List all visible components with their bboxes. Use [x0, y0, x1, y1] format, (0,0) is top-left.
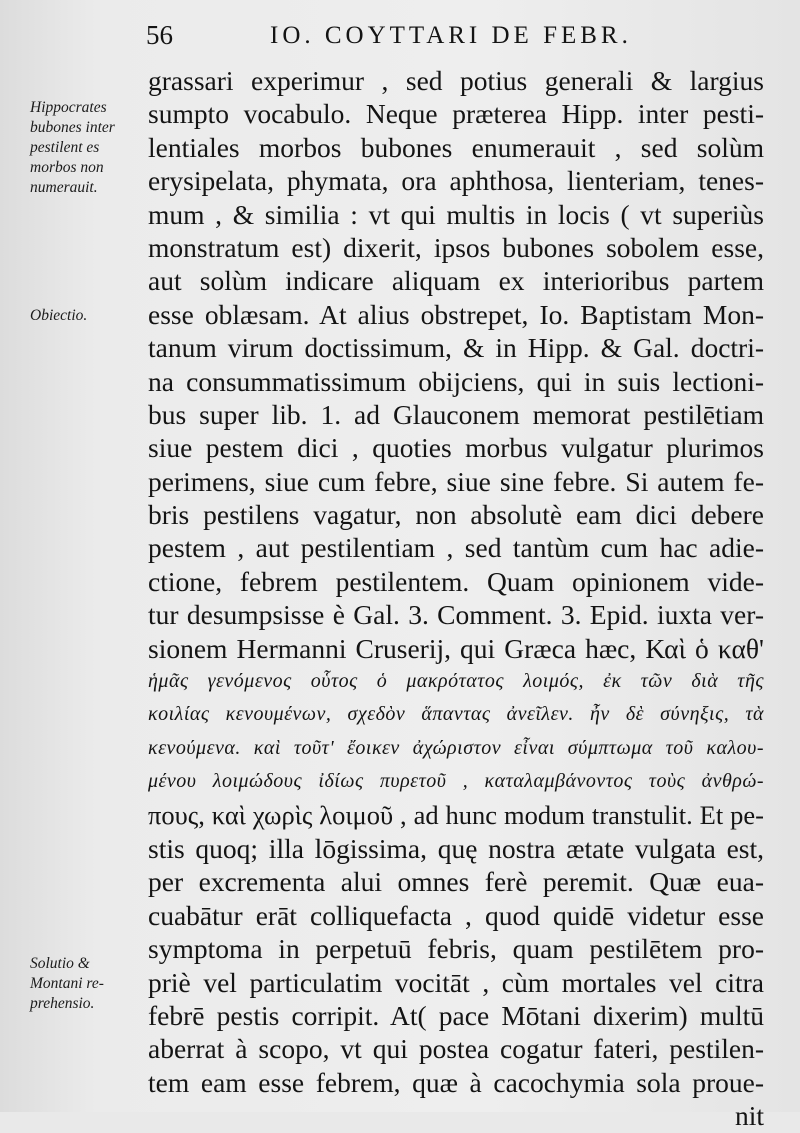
- text-line: mum , & similia : vt qui multis in locis ( vt superiùs: [148, 198, 764, 230]
- text-line: esse oblæsam. At alius obstrepet, Io. Baptistam Mon-: [148, 298, 764, 330]
- margin-note-line: bubones inter: [30, 119, 115, 136]
- greek-text-line: κοιλίας κενουμένων, σχεδὸν ἅπαντας ἀνεῖλεν. ἦν δὲ σύνηξις, τὰ: [148, 703, 764, 726]
- text-line: grassari experimur , sed potius generali & largius: [148, 65, 764, 96]
- text-line: erysipelata, phymata, ora aphthosa, lienteriam, tenes-: [148, 165, 764, 197]
- text-line: na consummatissimum obijciens, qui in suis lectioni-: [148, 365, 764, 397]
- text-line: πους, καὶ χωρὶς λοιμοῦ , ad hunc modum transtulit. Et pe-: [148, 799, 764, 830]
- text-line: bus super lib. 1. ad Glauconem memorat pestilētiam: [148, 398, 764, 430]
- text-line: lentiales morbos bubones enumerauit , sed solùm: [148, 131, 764, 163]
- running-head: IO. COYTTARI DE FEBR.: [270, 22, 632, 49]
- margin-note-hippocrates: [30, 98, 142, 198]
- greek-text-line: μένου λοιμώδους ἰδίως πυρετοῦ , καταλαμβάνοντος τοὺς ἀνθρώ-: [148, 770, 764, 793]
- margin-note-line: prehensio.: [30, 995, 95, 1012]
- text-line: priè vel particulatim vocitāt , cùm mortales vel citra: [148, 966, 764, 998]
- page-number: 56: [146, 20, 173, 50]
- text-line: bris pestilens vagatur, non absolutè eam dici debere: [148, 499, 764, 531]
- margin-note-line: morbos non: [30, 159, 104, 176]
- margin-note-line: Obiectio.: [30, 307, 88, 324]
- text-line: symptoma in perpetuū febris, quam pestilētem pro-: [148, 933, 764, 965]
- text-line: ctione, febrem pestilentem. Quam opinionem vide-: [148, 565, 764, 597]
- text-line: stis quoq; illa lōgissima, quę nostra ætate vulgata est,: [148, 832, 764, 864]
- greek-text-line: ἡμᾶς γενόμενος οὗτος ὁ μακρότατος λοιμός, ἐκ τῶν διὰ τῆς: [148, 670, 764, 693]
- text-line: tur desumpsisse è Gal. 3. Comment. 3. Epid. iuxta ver-: [148, 599, 764, 631]
- margin-note-line: numerauit.: [30, 179, 98, 196]
- text-line: aberrat à scopo, vt qui postea cogatur fateri, pestilen-: [148, 1033, 764, 1065]
- margin-note-line: pestilent es: [30, 139, 100, 156]
- text-line: pestem , aut pestilentiam , sed tantùm cum hac adie-: [148, 532, 764, 564]
- margin-note-line: Solutio &: [30, 955, 90, 972]
- margin-note-obiectio: [30, 306, 142, 326]
- text-line: aut solùm indicare aliquam ex interioribus partem: [148, 265, 764, 297]
- text-line: per excrementa alui omnes ferè peremit. Quæ eua-: [148, 866, 764, 898]
- text-line: cuabātur erāt colliquefacta , quod quidē videtur esse: [148, 899, 764, 931]
- text-line: siue pestem dici , quoties morbus vulgatur plurimos: [148, 432, 764, 464]
- body-text: [148, 64, 764, 1133]
- margin-note-solutio: [30, 954, 142, 1014]
- text-line: sumpto vocabulo. Neque præterea Hipp. inter pesti-: [148, 98, 764, 130]
- text-line: sionem Hermanni Cruserij, qui Græca hæc, Καὶ ὁ καθ': [148, 632, 764, 664]
- margin-note-line: Montani re-: [30, 975, 104, 992]
- text-line: perimens, siue cum febre, siue sine febre. Si autem fe-: [148, 465, 764, 497]
- text-line: febrē pestis corripit. At( pace Mōtani dixerim) multū: [148, 999, 764, 1031]
- text-line: tem eam esse febrem, quæ à cacochymia sola proue-: [148, 1066, 764, 1098]
- page-header: [146, 20, 758, 60]
- margin-note-line: Hippocrates: [30, 99, 107, 116]
- text-line: tanum virum doctissimum, & in Hipp. & Gal. doctri-: [148, 332, 764, 364]
- catchword: nit: [734, 1100, 764, 1132]
- greek-text-line: κενούμενα. καὶ τοῦτ' ἔοικεν ἀχώριστον εἶναι σύμπτωμα τοῦ καλου-: [148, 736, 764, 759]
- text-line: monstratum est) dixerit, ipsos bubones sobolem esse,: [148, 231, 764, 263]
